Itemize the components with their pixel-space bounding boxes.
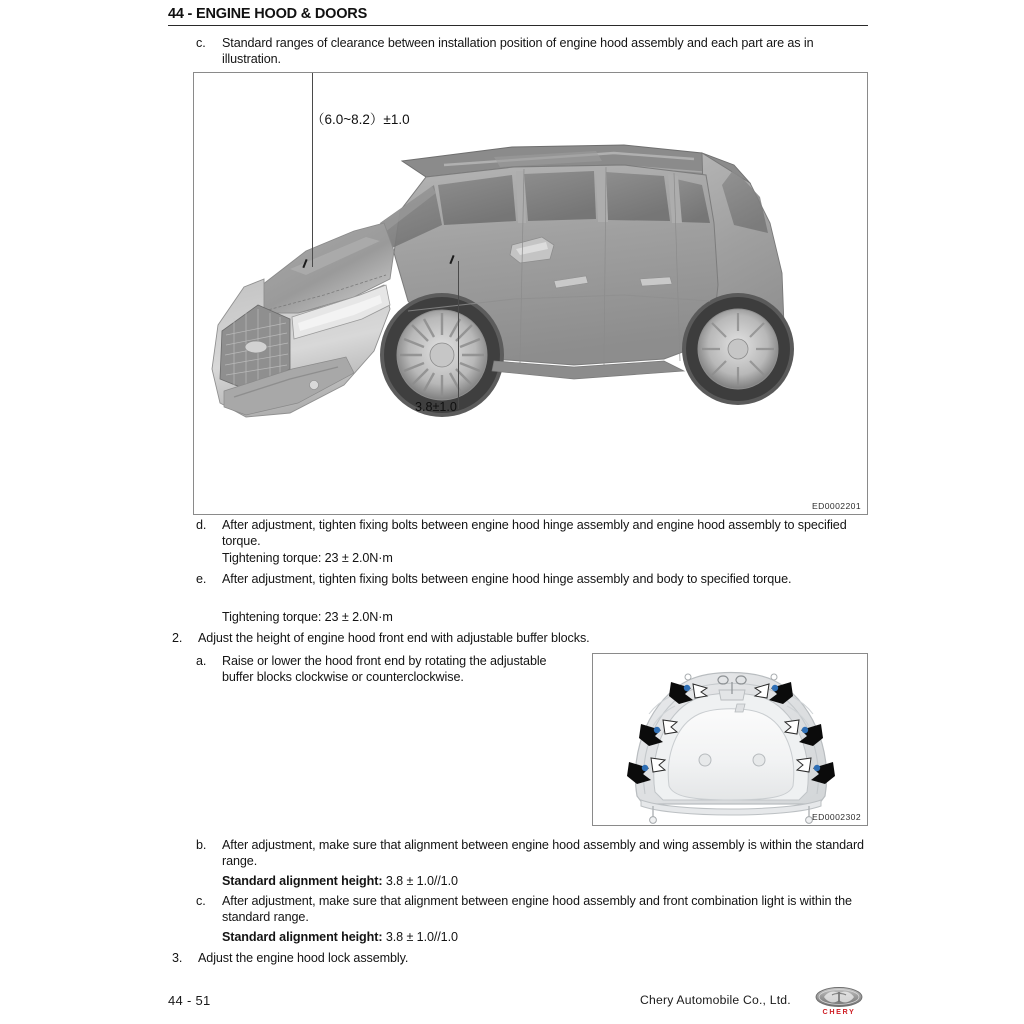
item-d-torque-line bbox=[196, 551, 868, 567]
item-e bbox=[196, 572, 868, 588]
footer-company-name: Chery Automobile Co., Ltd. bbox=[640, 993, 791, 1007]
step-2b bbox=[196, 838, 868, 869]
step-2-marker: 2. bbox=[172, 631, 183, 645]
item-d-marker: d. bbox=[196, 518, 207, 532]
item-e-torque: Tightening torque: 23 ± 2.0N·m bbox=[222, 610, 393, 624]
chery-emblem-icon bbox=[814, 986, 864, 1008]
hood-underside-illustration bbox=[593, 654, 868, 826]
step-2a bbox=[196, 654, 556, 685]
item-d bbox=[196, 518, 868, 549]
step-3-marker: 3. bbox=[172, 951, 183, 965]
figure-2-id: ED0002302 bbox=[812, 812, 861, 822]
step-2c-marker: c. bbox=[196, 894, 206, 908]
item-d-torque: Tightening torque: 23 ± 2.0N·m bbox=[222, 551, 393, 565]
step-2c-text: After adjustment, make sure that alignment between engine hood assembly and front combination light is within the standard range. bbox=[222, 894, 852, 924]
figure-hood-underside bbox=[592, 653, 868, 826]
chery-logo bbox=[814, 986, 864, 1016]
figure-1-id: ED0002201 bbox=[812, 501, 861, 511]
item-e-torque-line bbox=[196, 610, 868, 626]
chery-wordmark: CHERY bbox=[822, 1007, 856, 1016]
leader-line-top bbox=[312, 73, 313, 267]
step-2 bbox=[172, 631, 868, 647]
footer-page-number: 44 - 51 bbox=[168, 993, 211, 1008]
step-2c bbox=[196, 894, 868, 925]
step-2c-spec-label: Standard alignment height: bbox=[222, 930, 383, 944]
step-2a-text: Raise or lower the hood front end by rotating the adjustable buffer blocks clockwise or counterclockwise. bbox=[222, 654, 547, 684]
step-2c-spec-value: 3.8 ± 1.0//1.0 bbox=[385, 930, 458, 944]
item-c-marker: c. bbox=[196, 36, 206, 50]
callout-fender-alignment: 3.8±1.0 bbox=[415, 400, 457, 414]
figure-vehicle-clearance bbox=[193, 72, 868, 515]
step-2a-marker: a. bbox=[196, 654, 207, 668]
item-e-text: After adjustment, tighten fixing bolts between engine hood hinge assembly and body to specified torque. bbox=[222, 572, 792, 586]
step-2-text: Adjust the height of engine hood front end with adjustable buffer blocks. bbox=[198, 631, 590, 645]
vehicle-illustration bbox=[194, 73, 868, 515]
step-2b-spec-label: Standard alignment height: bbox=[222, 874, 383, 888]
callout-hood-clearance: （6.0~8.2）±1.0 bbox=[311, 112, 410, 127]
step-2c-spec-line bbox=[196, 930, 868, 946]
step-3 bbox=[172, 951, 868, 967]
item-c bbox=[196, 36, 868, 67]
step-2b-marker: b. bbox=[196, 838, 207, 852]
step-2b-text: After adjustment, make sure that alignment between engine hood assembly and wing assembly is within the standard range. bbox=[222, 838, 864, 868]
item-e-marker: e. bbox=[196, 572, 207, 586]
leader-line-bottom bbox=[458, 261, 459, 409]
item-c-text: Standard ranges of clearance between installation position of engine hood assembly and each part are as in illustration. bbox=[222, 36, 814, 66]
step-2b-spec-value: 3.8 ± 1.0//1.0 bbox=[385, 874, 458, 888]
step-3-text: Adjust the engine hood lock assembly. bbox=[198, 951, 409, 965]
step-2b-spec-line bbox=[196, 874, 868, 890]
header-rule bbox=[168, 25, 868, 26]
item-d-text: After adjustment, tighten fixing bolts between engine hood hinge assembly and engine hood assembly to specified torque. bbox=[222, 518, 847, 548]
page-header bbox=[168, 6, 868, 26]
page-title: 44 - ENGINE HOOD & DOORS bbox=[168, 6, 368, 22]
